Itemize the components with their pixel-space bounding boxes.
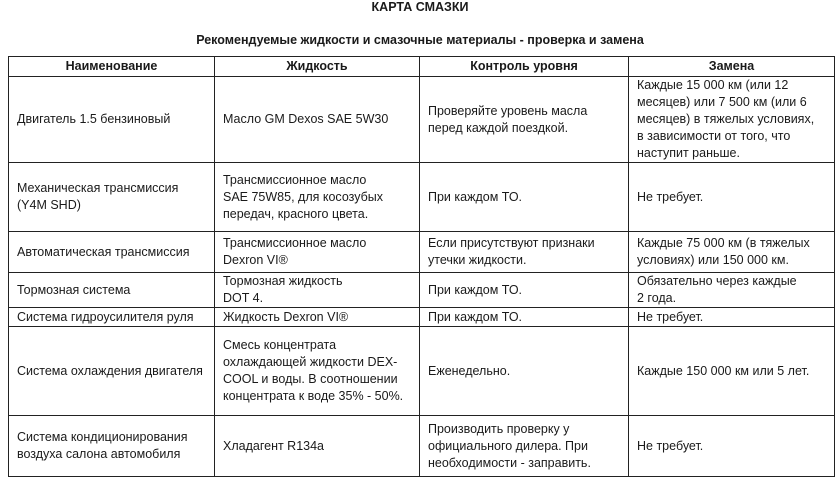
cell-name: Тормозная система bbox=[9, 273, 215, 308]
cell-level: Производить проверку у официального дилера. При необходимости - заправить. bbox=[420, 416, 629, 477]
cell-fluid: Хладагент R134a bbox=[215, 416, 420, 477]
cell-replace: Каждые 15 000 км (или 12 месяцев) или 7 500 км (или 6 месяцев) в тяжелых условиях, в зависимости от того, что наступит раньше. bbox=[629, 77, 835, 163]
cell-fluid: Трансмиссионное масло SAE 75W85, для косозубых передач, красного цвета. bbox=[215, 163, 420, 232]
lubrication-table bbox=[8, 56, 835, 477]
header-fluid: Жидкость bbox=[215, 57, 420, 77]
cell-name: Автоматическая трансмиссия bbox=[9, 232, 215, 273]
table-row bbox=[9, 416, 835, 477]
cell-name: Система охлаждения двигателя bbox=[9, 327, 215, 416]
cell-replace: Обязательно через каждые 2 года. bbox=[629, 273, 835, 308]
cell-level: При каждом ТО. bbox=[420, 308, 629, 327]
cell-fluid: Смесь концентрата охлаждающей жидкости DEX- COOL и воды. В соотношении концентрата к воде 35% - 50%. bbox=[215, 327, 420, 416]
cell-fluid: Тормозная жидкость DOT 4. bbox=[215, 273, 420, 308]
page-subtitle: Рекомендуемые жидкости и смазочные материалы - проверка и замена bbox=[196, 33, 644, 47]
cell-replace: Каждые 150 000 км или 5 лет. bbox=[629, 327, 835, 416]
cell-replace: Не требует. bbox=[629, 308, 835, 327]
table-row bbox=[9, 77, 835, 163]
cell-fluid: Масло GM Dexos SAE 5W30 bbox=[215, 77, 420, 163]
cell-level: При каждом ТО. bbox=[420, 163, 629, 232]
cell-level: Если присутствуют признаки утечки жидкости. bbox=[420, 232, 629, 273]
table-row bbox=[9, 232, 835, 273]
cell-fluid: Трансмиссионное масло Dexron VI® bbox=[215, 232, 420, 273]
cell-level: При каждом ТО. bbox=[420, 273, 629, 308]
table-row bbox=[9, 308, 835, 327]
cell-name: Механическая трансмиссия (Y4M SHD) bbox=[9, 163, 215, 232]
table-row bbox=[9, 163, 835, 232]
cell-fluid: Жидкость Dexron VI® bbox=[215, 308, 420, 327]
table-row bbox=[9, 327, 835, 416]
header-level-check: Контроль уровня bbox=[420, 57, 629, 77]
cell-name: Система гидроусилителя руля bbox=[9, 308, 215, 327]
header-row bbox=[9, 57, 835, 77]
cell-name: Двигатель 1.5 бензиновый bbox=[9, 77, 215, 163]
table-row bbox=[9, 273, 835, 308]
page-title: КАРТА СМАЗКИ bbox=[371, 0, 469, 14]
cell-replace: Не требует. bbox=[629, 416, 835, 477]
cell-level: Проверяйте уровень масла перед каждой поездкой. bbox=[420, 77, 629, 163]
cell-replace: Каждые 75 000 км (в тяжелых условиях) или 150 000 км. bbox=[629, 232, 835, 273]
cell-level: Еженедельно. bbox=[420, 327, 629, 416]
cell-replace: Не требует. bbox=[629, 163, 835, 232]
cell-name: Система кондиционирования воздуха салона автомобиля bbox=[9, 416, 215, 477]
header-name: Наименование bbox=[9, 57, 215, 77]
header-replacement: Замена bbox=[629, 57, 835, 77]
